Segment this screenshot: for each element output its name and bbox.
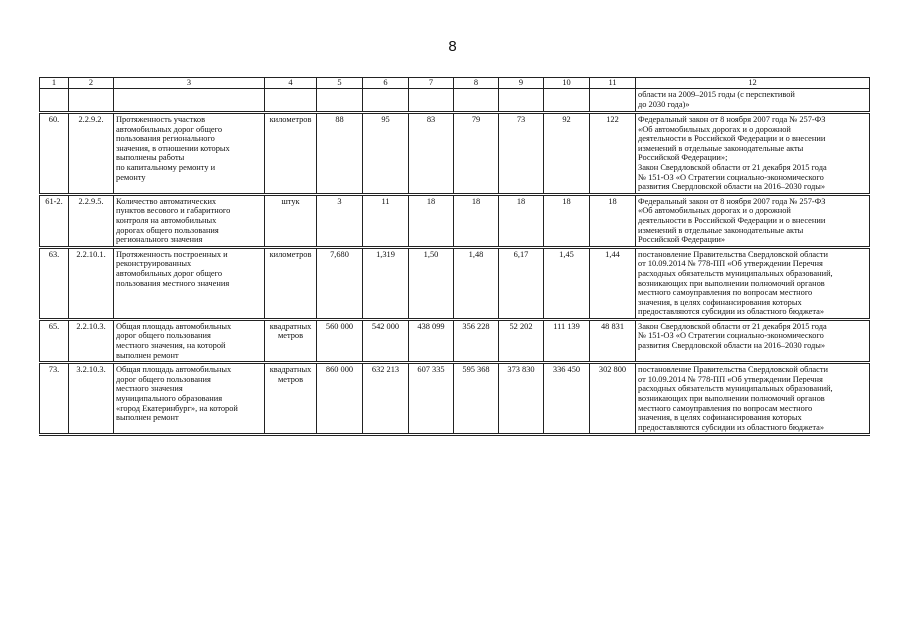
value-cell: 1,44 xyxy=(590,247,636,319)
value-cell: 1,45 xyxy=(544,247,590,319)
continuation-row xyxy=(40,89,870,113)
value-cell: 18 xyxy=(590,194,636,247)
unit-cell: километров xyxy=(265,113,317,195)
indicator-code-cell: 2.2.9.5. xyxy=(69,194,114,247)
header-cell: 1 xyxy=(40,78,69,89)
row-number-cell: 61-2. xyxy=(40,194,69,247)
header-cell: 7 xyxy=(409,78,454,89)
row-number-cell: 60. xyxy=(40,113,69,195)
indicator-code-cell: 2.2.10.3. xyxy=(69,319,114,362)
header-cell: 5 xyxy=(317,78,363,89)
indicator-name-cell: Общая площадь автомобильных дорог общего пользования местного значения муниципального образования «город Екатеринбург», на которой выполнен ремонт xyxy=(114,363,265,435)
value-cell: 92 xyxy=(544,113,590,195)
basis-cell: постановление Правительства Свердловской области от 10.09.2014 № 778-ПП «Об утверждении Перечня расходных обязательств муниципальных образований, возникающих при выполнении полномочий органов местного самоуправления по вопросам местного значения, в целях софинансирования которых предоставляются субсидии из областного бюджета» xyxy=(636,247,870,319)
value-cell: 73 xyxy=(499,113,544,195)
header-cell: 2 xyxy=(69,78,114,89)
indicator-code-cell: 2.2.10.1. xyxy=(69,247,114,319)
basis-cell: Закон Свердловской области от 21 декабря 2015 года № 151-ОЗ «О Стратегии социально-экономического развития Свердловской области на 2016–2030 годы» xyxy=(636,319,870,362)
value-cell: 632 213 xyxy=(363,363,409,435)
value-cell: 336 450 xyxy=(544,363,590,435)
table-body xyxy=(40,113,870,435)
indicator-code-cell: 2.2.9.2. xyxy=(69,113,114,195)
value-cell: 52 202 xyxy=(499,319,544,362)
unit-cell: квадратных метров xyxy=(265,319,317,362)
header-cell: 4 xyxy=(265,78,317,89)
value-cell: 1,48 xyxy=(454,247,499,319)
basis-cell: области на 2009–2015 годы (с перспективой до 2030 года)» xyxy=(636,89,870,113)
value-cell: 79 xyxy=(454,113,499,195)
indicator-code-cell: 3.2.10.3. xyxy=(69,363,114,435)
table-header-row xyxy=(40,78,870,89)
value-cell: 18 xyxy=(544,194,590,247)
value-cell: 48 831 xyxy=(590,319,636,362)
header-cell: 3 xyxy=(114,78,265,89)
value-cell: 438 099 xyxy=(409,319,454,362)
row-number-cell: 63. xyxy=(40,247,69,319)
indicators-table xyxy=(39,77,870,436)
value-cell: 1,50 xyxy=(409,247,454,319)
value-cell: 18 xyxy=(499,194,544,247)
value-cell: 6,17 xyxy=(499,247,544,319)
table-row xyxy=(40,113,870,195)
header-cell: 10 xyxy=(544,78,590,89)
unit-cell: километров xyxy=(265,247,317,319)
indicator-name-cell: Общая площадь автомобильных дорог общего пользования местного значения, на которой выполнен ремонт xyxy=(114,319,265,362)
header-cell: 6 xyxy=(363,78,409,89)
row-number-cell: 65. xyxy=(40,319,69,362)
header-cell: 12 xyxy=(636,78,870,89)
value-cell: 18 xyxy=(454,194,499,247)
value-cell: 595 368 xyxy=(454,363,499,435)
header-cell: 11 xyxy=(590,78,636,89)
page-number: 8 xyxy=(448,38,457,55)
table-row xyxy=(40,247,870,319)
basis-cell: постановление Правительства Свердловской области от 10.09.2014 № 778-ПП «Об утверждении Перечня расходных обязательств муниципальных образований, возникающих при выполнении полномочий органов местного самоуправления по вопросам местного значения, в целях софинансирования которых предоставляются субсидии из областного бюджета» xyxy=(636,363,870,435)
value-cell: 95 xyxy=(363,113,409,195)
value-cell: 11 xyxy=(363,194,409,247)
unit-cell: штук xyxy=(265,194,317,247)
row-number-cell: 73. xyxy=(40,363,69,435)
value-cell: 18 xyxy=(409,194,454,247)
value-cell: 1,319 xyxy=(363,247,409,319)
value-cell: 7,680 xyxy=(317,247,363,319)
value-cell: 373 830 xyxy=(499,363,544,435)
table-row xyxy=(40,363,870,435)
basis-cell: Федеральный закон от 8 ноября 2007 года № 257-ФЗ «Об автомобильных дорогах и о дорожной деятельности в Российской Федерации и о внесении изменений в отдельные законодательные акты Российской Федерации» xyxy=(636,194,870,247)
value-cell: 542 000 xyxy=(363,319,409,362)
value-cell: 111 139 xyxy=(544,319,590,362)
value-cell: 302 800 xyxy=(590,363,636,435)
header-cell: 9 xyxy=(499,78,544,89)
value-cell: 560 000 xyxy=(317,319,363,362)
value-cell: 607 335 xyxy=(409,363,454,435)
value-cell: 88 xyxy=(317,113,363,195)
basis-cell: Федеральный закон от 8 ноября 2007 года № 257-ФЗ «Об автомобильных дорогах и о дорожной деятельности в Российской Федерации и о внесении изменений в отдельные законодательные акты Российской Федерации»; Закон Свердловской области от 21 декабря 2015 года № 151-ОЗ «О Стратегии социально-экономического развития Свердловской области на 2016–2030 годы» xyxy=(636,113,870,195)
value-cell: 356 228 xyxy=(454,319,499,362)
indicator-name-cell: Количество автоматических пунктов весового и габаритного контроля на автомобильных дорогах общего пользования регионального значения xyxy=(114,194,265,247)
table-row xyxy=(40,194,870,247)
unit-cell: квадратных метров xyxy=(265,363,317,435)
table-row xyxy=(40,319,870,362)
header-cell: 8 xyxy=(454,78,499,89)
value-cell: 122 xyxy=(590,113,636,195)
indicator-name-cell: Протяженность построенных и реконструированных автомобильных дорог общего пользования местного значения xyxy=(114,247,265,319)
value-cell: 860 000 xyxy=(317,363,363,435)
indicator-name-cell: Протяженность участков автомобильных дорог общего пользования регионального значения, в отношении которых выполнены работы по капитальному ремонту и ремонту xyxy=(114,113,265,195)
value-cell: 3 xyxy=(317,194,363,247)
value-cell: 83 xyxy=(409,113,454,195)
